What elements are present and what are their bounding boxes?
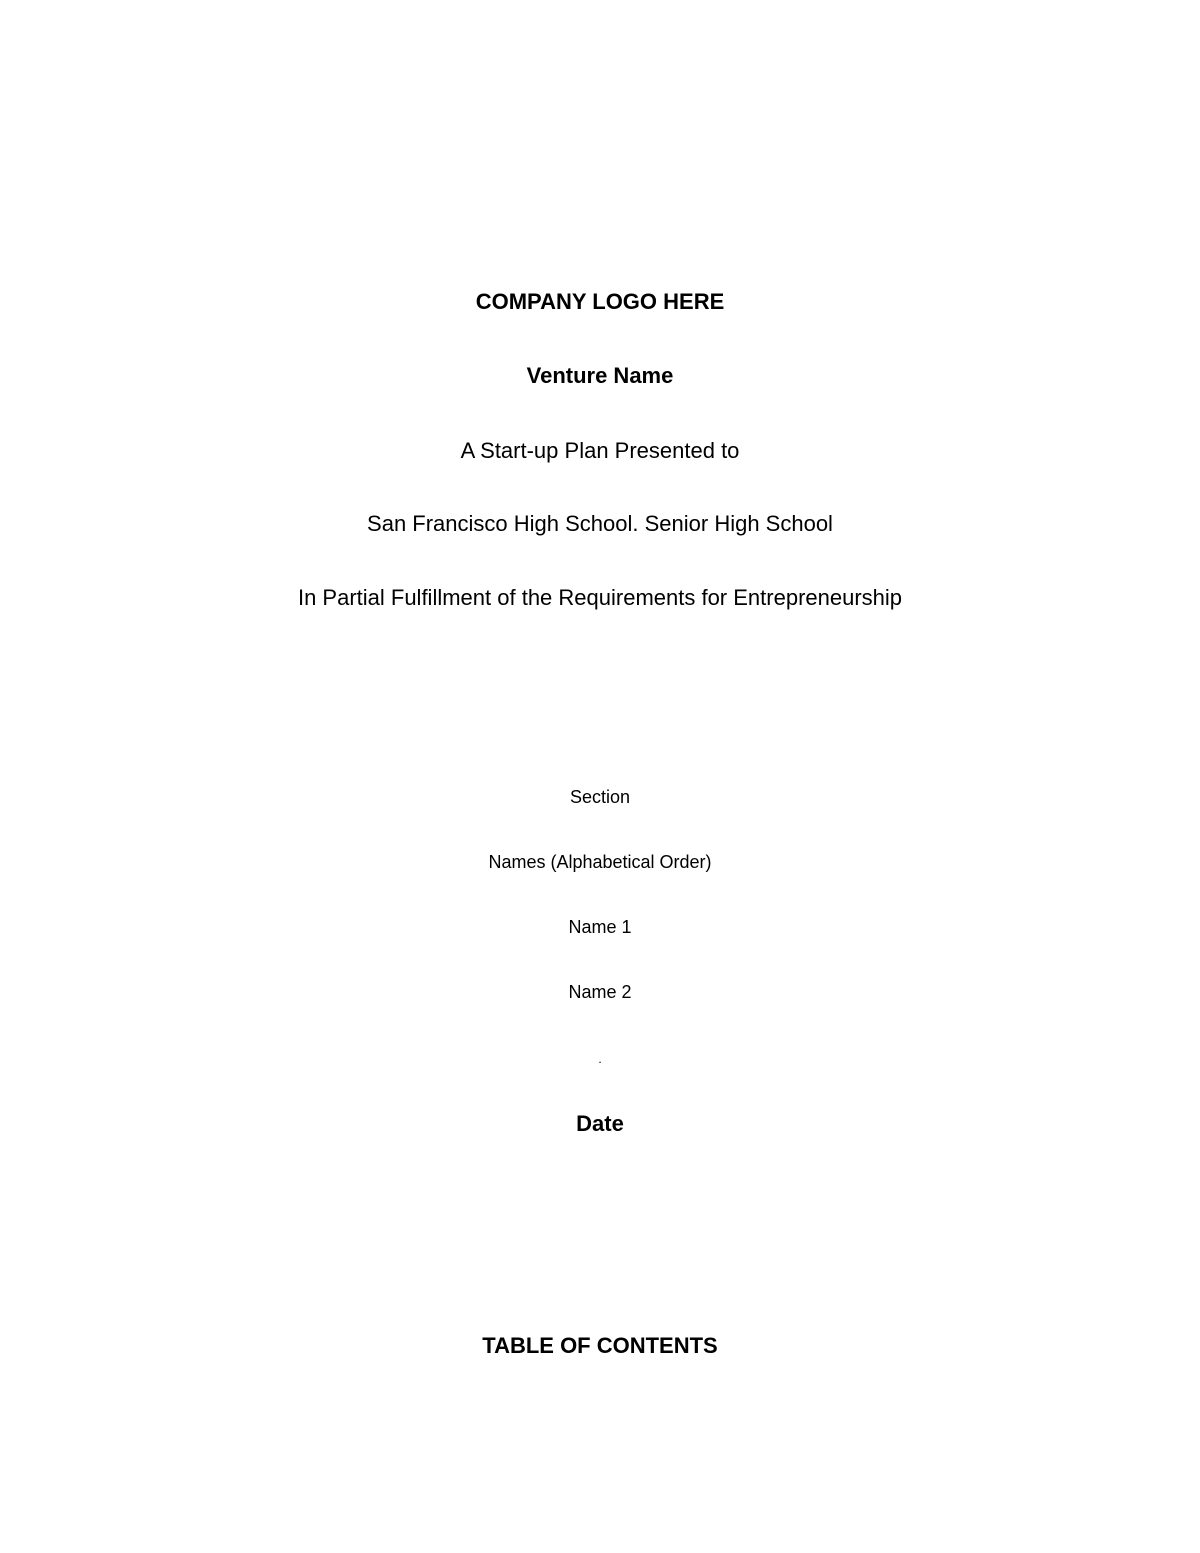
company-logo-placeholder: COMPANY LOGO HERE [475, 289, 725, 314]
presented-to-line: A Start-up Plan Presented to [460, 438, 740, 463]
names-heading: Names (Alphabetical Order) [488, 852, 712, 872]
table-of-contents-heading: TABLE OF CONTENTS [482, 1333, 718, 1358]
section-label: Section [569, 787, 631, 807]
name-item: Name 2 [568, 982, 632, 1002]
name-item: Name 1 [568, 917, 632, 937]
fulfillment-line: In Partial Fulfillment of the Requirements for Entrepreneurship [297, 585, 903, 610]
ellipsis-mark: . [598, 1052, 602, 1066]
venture-name: Venture Name [526, 363, 674, 388]
date-label: Date [576, 1111, 624, 1136]
school-line: San Francisco High School. Senior High School [367, 511, 833, 536]
